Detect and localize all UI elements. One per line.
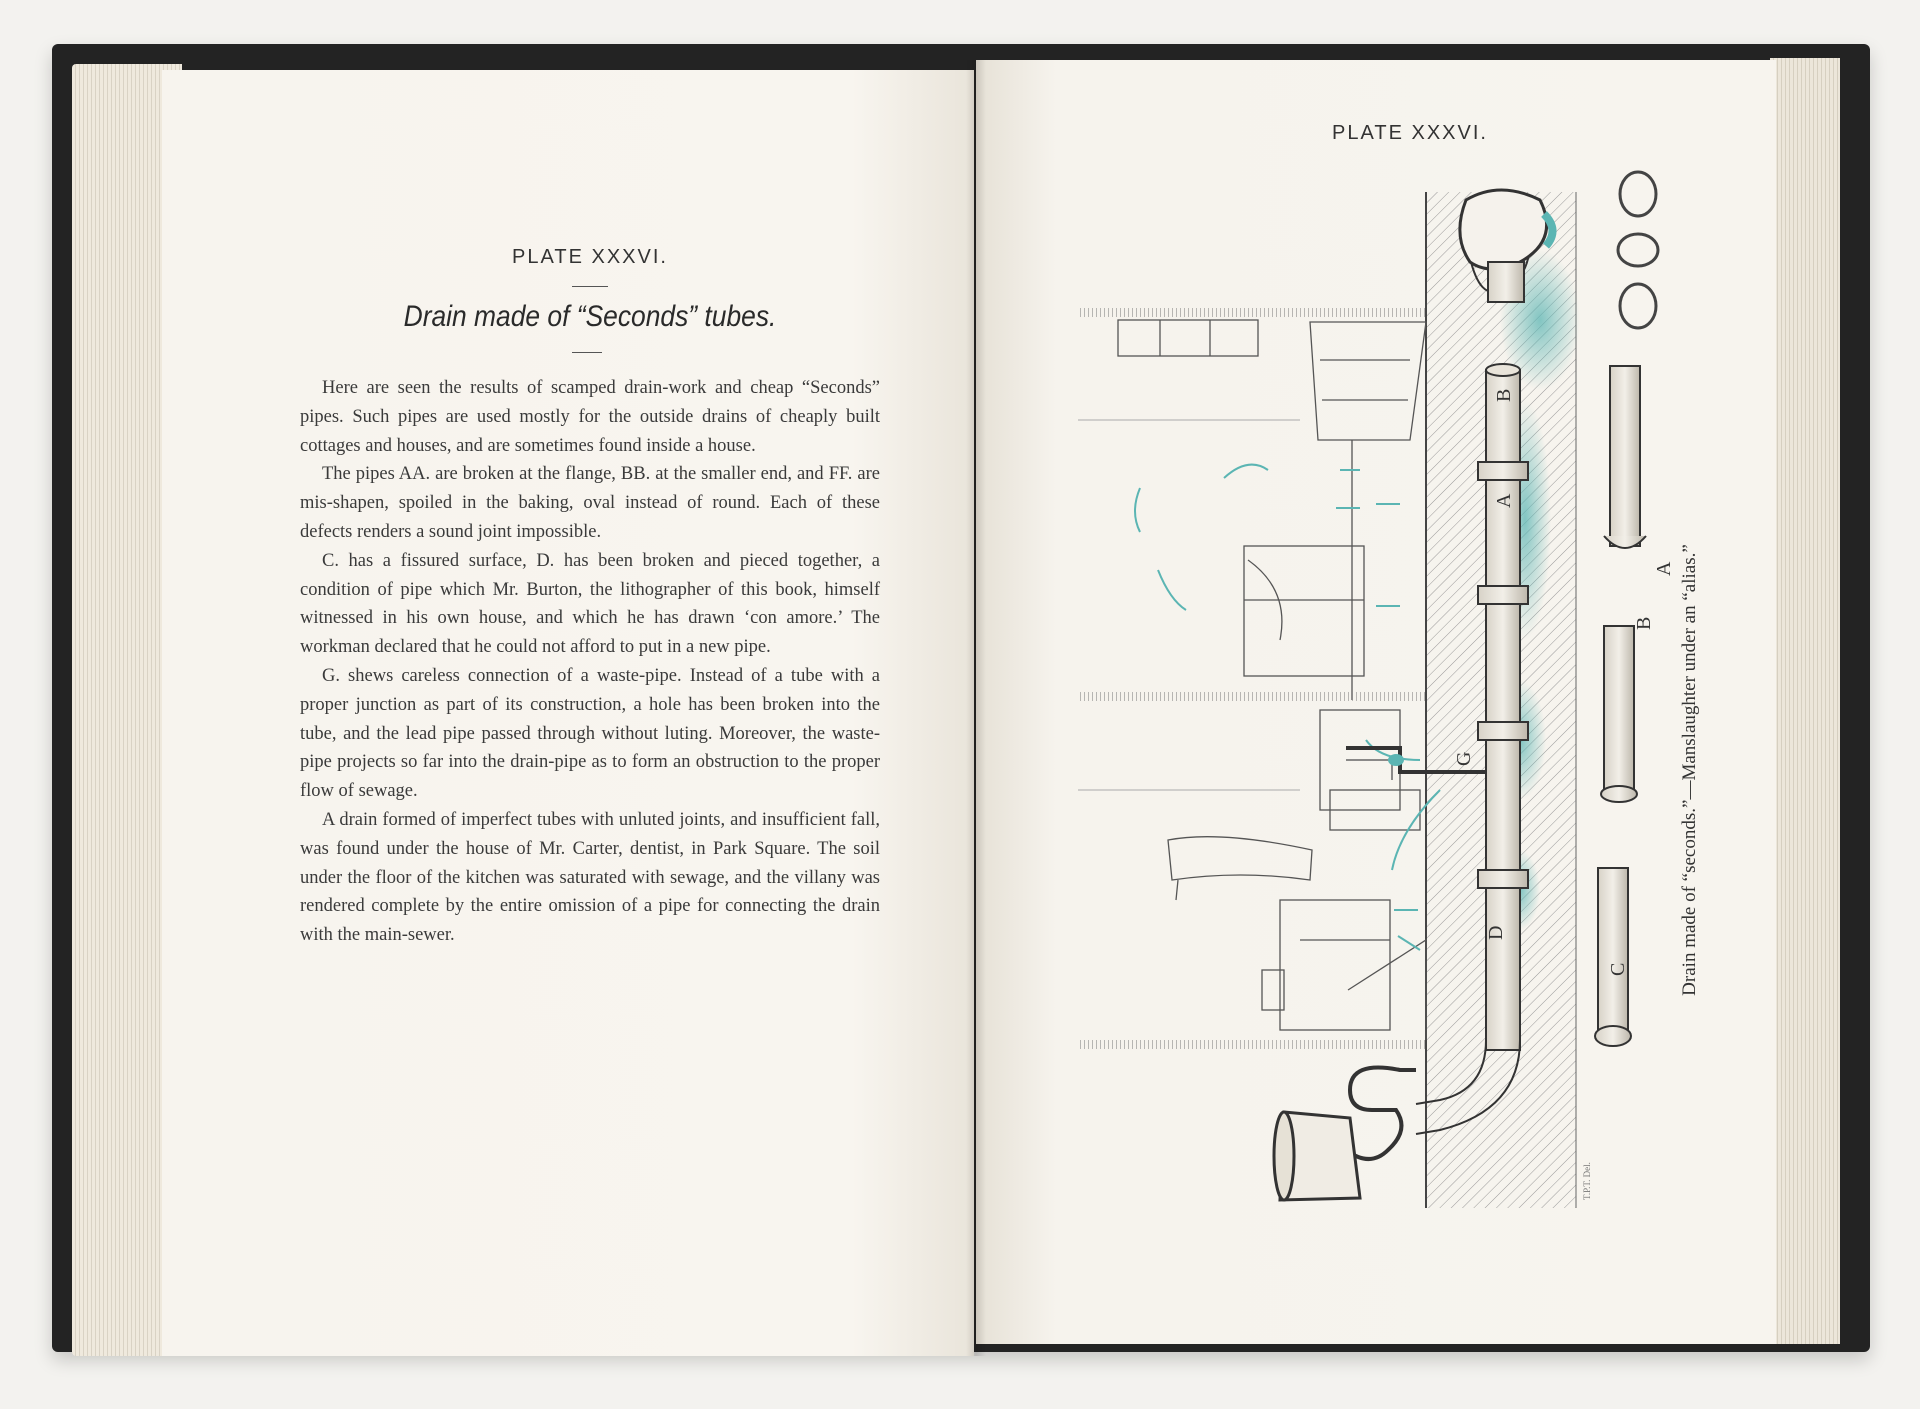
label-b-upper: B [1493, 388, 1515, 402]
paragraph: The pipes AA. are broken at the flange, BB. at the smaller end, and FF. are mis-shapen, spoiled in the baking, oval instead of round. Each of these defects renders a sound joint impossible. [300, 464, 880, 542]
paragraph: A drain formed of imperfect tubes with unluted joints, and insufficient fall, was found under the house of Mr. Carter, dentist, in Park Square. The soil under the floor of the kitchen was saturated with sewage, and the villany was rendered complete by the entire omission of a pipe for connecting the drain with the main-sewer. [300, 809, 880, 946]
paragraph: G. shews careless connection of a waste-pipe. Instead of a tube with a proper junction as part of its construction, a hole has been broken into the tube, and the lead pipe passed through without luting. Moreover, the waste-pipe projects so far into the drain-pipe as to form an obstruction to the proper flow of sewage. [300, 665, 880, 802]
plate-caption: Drain made of “seconds.”—Manslaughter under an “alias.” [1679, 544, 1700, 996]
floor-line [1078, 1040, 1426, 1049]
artist-signature: T.P.T. Del. [1582, 1162, 1592, 1200]
left-plate-label: PLATE XXXVI. [512, 246, 668, 268]
furniture [1118, 320, 1426, 1040]
label-d: D [1485, 925, 1507, 940]
misshapen-rings [1618, 172, 1658, 328]
floor-line [1078, 692, 1426, 701]
label-c-side: C [1607, 962, 1629, 976]
right-plate-label: PLATE XXXVI. [1332, 122, 1488, 144]
sample-pipes [1595, 366, 1646, 1046]
label-a-upper: A [1493, 493, 1515, 508]
page-title: Drain made of “Seconds” tubes. [403, 300, 777, 333]
label-b-side: B [1633, 616, 1655, 630]
paragraph: Here are seen the results of scamped drain-work and cheap “Seconds” pipes. Such pipes are used mostly for the outside drains of cheaply built cottages and houses, and are sometimes found inside a house. [300, 378, 880, 456]
paragraph: C. has a fissured surface, D. has been broken and pieced together, a condition of pipe which Mr. Burton, the lithographer of this book, himself witnessed in his own house, and which he has drawn ‘con amore.’ The workman declared that he could not afford to put in a new pipe. [300, 550, 880, 658]
floor-line [1078, 308, 1426, 317]
label-a-side: A [1653, 561, 1675, 576]
label-g: G [1453, 751, 1475, 766]
